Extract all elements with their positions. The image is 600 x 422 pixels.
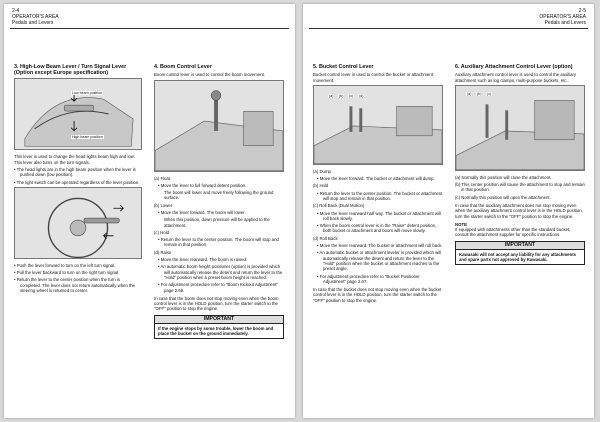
boom-item-line: • For adjustment procedure refer to "Boom Kickout Adjustment" page 2.68. xyxy=(158,282,278,293)
label-high-beam: High beam position xyxy=(72,135,103,140)
important-text: Kawasaki will not accept any liability for any attachments and spare parts not approved by Kawasaki. xyxy=(459,251,577,263)
boom-item-line: When this position, down pressure will be applied to the attachment. xyxy=(164,217,270,228)
important-title: IMPORTANT xyxy=(456,242,584,250)
beam-intro: This lever is used to change the head lights beam high and low. This lever also turns on the turn signals. xyxy=(14,154,135,165)
section-title: OPERATOR'S AREA xyxy=(539,14,586,20)
turn-signal-illustration xyxy=(15,188,141,258)
bucket-item-line: • An automatic bucket or attachment leveler is provided which will automatically release the detent and return the lever to the "Hold" position when the bucket or attachment reaches to the preset angle. xyxy=(317,250,442,272)
column-high-low-beam xyxy=(14,64,142,295)
bucket-item-line: • When the boom control lever is in the "Raise" detent position, both bucket or attachment and boom will move slowly. xyxy=(317,223,437,234)
note-text: If equipped with attachments other than the standard bucket, consult the attachment supplier for specific instructions. xyxy=(455,227,571,238)
figure-boom-lever xyxy=(154,80,284,172)
figure-turn-signal xyxy=(14,187,142,259)
figure-bucket-lever xyxy=(313,85,443,165)
column-boom-control xyxy=(154,64,284,339)
important-box-boom xyxy=(154,315,284,340)
fig-label-d: (d) xyxy=(359,93,364,98)
beam-bullet: • The head lights are in the high beam position when the lever is pushed down (low position). xyxy=(14,167,136,178)
aux-item: (a) Normally this position will close the attachment. xyxy=(455,174,552,180)
fig-label-b: (b) xyxy=(477,91,482,96)
boom-tail: In case that the boom does not stop moving even when the boom control lever is in the HOLD position, turn the starter switch to the "OFF" position to stop the engine. xyxy=(154,295,279,312)
bucket-item-label: (d) Roll Back xyxy=(313,235,338,241)
boom-item-line: The boom will lower and move freely following the ground surface. xyxy=(164,190,274,201)
fig-label-a: (a) xyxy=(467,91,472,96)
figure-aux-lever xyxy=(455,85,585,171)
right-page xyxy=(303,4,594,418)
bucket-item-label: (c) Roll Back (Dual Motion) xyxy=(313,203,365,209)
subsection-title: Pedals and Levers xyxy=(12,20,54,26)
column-aux-attachment xyxy=(455,64,585,265)
important-text: If the engine stops by some trouble, lower the boom and place the bucket on the ground immediately. xyxy=(158,325,274,337)
boom-item-line: • Move the lever rearward. The boom is raised. xyxy=(158,257,248,263)
heading-boom-control: 4. Boom Control Lever xyxy=(154,64,212,70)
boom-item-line: • An automatic boom height positioner (option) is provided which will automatically release the detent and return the lever to the "Hold" position when a preset boom height is reached. xyxy=(158,264,283,280)
boom-item-label: (c) Hold xyxy=(154,229,170,235)
section-title: OPERATOR'S AREA xyxy=(12,14,59,20)
bucket-item-line: • Move the lever rearward half way. The bucket or attachment will roll back slowly. xyxy=(317,210,441,221)
boom-lever-illustration xyxy=(155,81,283,171)
label-low-beam: Low beam position xyxy=(72,91,102,96)
important-box-aux xyxy=(455,241,585,266)
heading-bucket-control: 5. Bucket Control Lever xyxy=(313,64,374,70)
bucket-intro: Bucket control lever is used to control the bucket or attachment movement. xyxy=(313,72,433,83)
aux-item: (b) This center position will cause the attachment to stop and remain in that position. xyxy=(455,182,585,193)
column-bucket-control xyxy=(313,64,443,305)
header-rule xyxy=(10,28,289,29)
bucket-item-label: (b) Hold xyxy=(313,183,329,189)
page-header xyxy=(539,8,586,26)
heading-aux-attachment: 6. Auxiliary Attachment Control Lever (option) xyxy=(455,64,573,70)
important-title: IMPORTANT xyxy=(155,316,283,324)
turn-bullet: • Push the lever forward to turn on the left turn signal. xyxy=(14,262,116,268)
boom-item-label: (b) Lower xyxy=(154,202,173,208)
boom-item-line: • Move the lever to full forward detent position. xyxy=(158,182,247,188)
fig-label-c: (c) xyxy=(487,91,492,96)
boom-item-line: • Return the lever to the center position. The boom will stop and remain in that position. xyxy=(158,237,279,248)
turn-bullet: • Return the lever to the center position when the turn is completed. The lever does not return automatically when the steering wheel is returned to center. xyxy=(14,277,136,294)
boom-intro: Boom control lever is used to control the boom movement. xyxy=(154,72,266,78)
figure-beam-lever xyxy=(14,78,142,150)
bucket-item-line: • For adjustment procedure refer to "Bucket Positioner Adjustment" page 2.67. xyxy=(317,273,420,284)
page-number: 2-5 xyxy=(578,8,586,14)
boom-item-label: (a) Float xyxy=(154,175,170,181)
bucket-item-line: • Move the lever rearward. The bucket or attachment will roll back. xyxy=(317,243,443,249)
aux-intro: Auxiliary attachment control lever is used to control the auxiliary attachment such as log clamps, multi-purpose buckets, etc.. xyxy=(455,72,577,83)
aux-item: (c) Normally this position will open the attachment. xyxy=(455,194,551,200)
fig-label-b: (b) xyxy=(339,93,344,98)
bucket-item-label: (a) Dump xyxy=(313,168,331,174)
heading-high-low-beam: 3. High-Low Beam Lever / Turn Signal Lever (Option except Europe specification) xyxy=(14,64,127,77)
fig-label-c: (c) xyxy=(349,93,354,98)
turn-bullet: • Pull the lever backward to turn on the right turn signal. xyxy=(14,270,120,276)
aux-lever-illustration xyxy=(456,86,584,170)
page-number: 2-4 xyxy=(12,8,20,14)
page-header xyxy=(12,8,59,26)
note-title: NOTE xyxy=(455,221,467,227)
aux-tail: In case that the auxiliary attachment does not stop moving even when the auxiliary attachment control lever is in the HOLD position, turn the starter switch to the "OFF" position to stop the engine. xyxy=(455,202,583,219)
boom-item-label: (d) Raise xyxy=(154,249,172,255)
fig-label-a: (a) xyxy=(329,93,334,98)
bucket-item-line: • Move the lever forward. The bucket or attachment will dump. xyxy=(317,176,435,182)
subsection-title: Pedals and Levers xyxy=(544,20,586,26)
header-rule xyxy=(309,28,588,29)
left-page xyxy=(4,4,295,418)
boom-item-line: • Move the lever forward. The boom will lower. xyxy=(158,209,246,215)
bucket-tail: In case that the bucket does not stop moving even when the bucket control lever is in the HOLD position, turn the starter switch to the "OFF" position to stop the engine. xyxy=(313,287,442,303)
beam-bullet: • The light switch can be operated regardless of the lever position. xyxy=(14,179,140,185)
bucket-item-line: • Return the lever to the center position. The bucket or attachment will stop and remain in that position. xyxy=(317,190,443,201)
